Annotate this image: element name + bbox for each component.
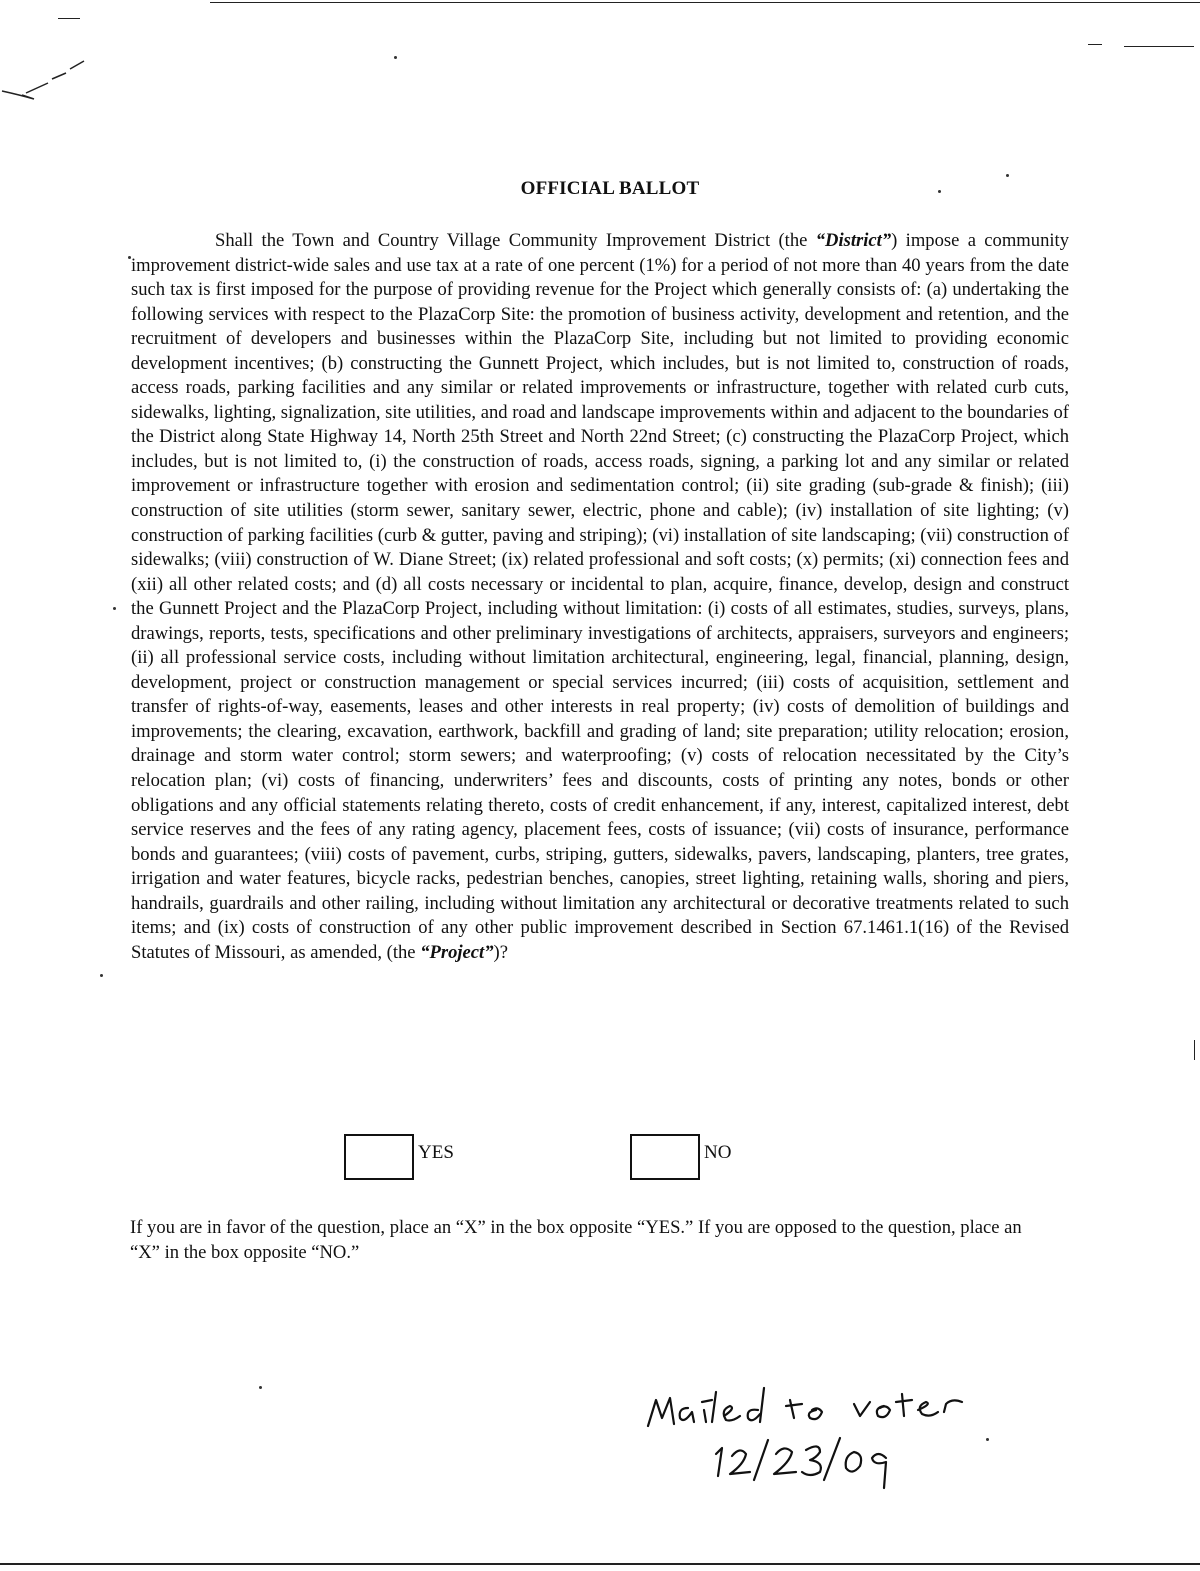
scan-speck xyxy=(113,607,116,610)
scan-speck xyxy=(259,1386,262,1389)
yes-label: YES xyxy=(418,1142,454,1163)
scan-border-bottom xyxy=(0,1563,1200,1565)
handwriting-drawing xyxy=(640,1378,1000,1498)
question-text-part1: Shall the Town and Country Village Community Improvement District (the xyxy=(215,230,816,251)
ballot-question xyxy=(131,229,1069,965)
project-term: “Project” xyxy=(420,941,494,963)
district-term: “District” xyxy=(815,230,892,251)
voting-instructions: If you are in favor of the question, place an “X” in the box opposite “YES.” If you are opposed to the question, place an “X” in the box opposite “NO.” xyxy=(130,1217,1022,1263)
yes-checkbox[interactable] xyxy=(344,1134,414,1180)
scan-mark-topright-1 xyxy=(1088,44,1102,45)
scan-mark-topleft xyxy=(58,18,80,19)
yes-choice xyxy=(344,1134,454,1186)
ballot-title: OFFICIAL BALLOT xyxy=(520,178,700,199)
question-text-part3: )? xyxy=(493,941,508,963)
no-label: NO xyxy=(704,1142,732,1163)
scan-border-top xyxy=(210,2,1200,3)
scan-speck xyxy=(394,56,397,59)
no-checkbox[interactable] xyxy=(630,1134,700,1180)
scan-mark-right xyxy=(1194,1040,1195,1060)
scan-speck xyxy=(100,974,103,977)
question-text-part2: ) impose a community improvement district-wide sales and use tax at a rate of one percent (1%) for a period of not more than 40 years from the date such tax is first imposed for the purpose of providing revenue for the Project which generally consists of: (a) undertaking the following services with respect to the PlazaCorp Site: the promotion of business activity, development and retention, and the recruitment of developers and businesses within the PlazaCorp Site, including but not limited to providing economic development incentives; (b) constructing the Gunnett Project, which includes, but is not limited to, construction of roads, access roads, parking facilities and any similar or related improvements or infrastructure, together with related curb cuts, sidewalks, lighting, signalization, site utilities, and road and landscape improvements within and adjacent to the boundaries of the District along State Highway 14, North 25th Street and North 22nd Street; (c) constructing the PlazaCorp Project, which includes, but is not limited to, (i) the construction of roads, access roads, signing, a parking lot and any similar or related improvement or infrastructure together with erosion and sedimentation control; (ii) site grading (sub-grade & finish); (iii) construction of site utilities (storm sewer, sanitary sewer, electric, phone and cable); (iv) installation of site lighting; (v) construction of parking facilities (curb & gutter, paving and striping); (vi) installation of site landscaping; (vii) construction of sidewalks; (viii) construction of W. Diane Street; (ix) related professional and soft costs; (x) permits; (xi) connection fees and (xii) all other related costs; and (d) all costs necessary or incidental to plan, acquire, finance, develop, design and construct the Gunnett Project and the PlazaCorp Project, including without limitation: (i) costs of all estimates, studies, surveys, plans, drawings, reports, tests, specifications and other preliminary investigations of architects, appraisers, surveyors and engineers; (ii) all professional service costs, including without limitation architectural, engineering, legal, financial, planning, design, development, project or construction management or special services incurred; (iii) costs of acquisition, settlement and transfer of rights-of-way, easements, leases and other interests in real property; (iv) costs of demolition of buildings and improvements; the clearing, excavation, earthwork, backfill and grading of land; site preparation; utility relocation; erosion, drainage and storm water control; storm sewers; and waterproofing; (v) costs of relocation necessitated by the City’s relocation plan; (vi) costs of financing, underwriters’ fees and discounts, costs of printing any notes, bonds or other obligations and any official statements relating thereto, costs of credit enhancement, if any, interest, capitalized interest, debt service reserves and the fees of any rating agency, placement fees, costs of issuance; (vii) costs of insurance, performance bonds and guarantees; (viii) costs of pavement, curbs, striping, gutters, sidewalks, pavers, landscaping, planters, tree grates, irrigation and water features, bicycle racks, pedestrian benches, canopies, street lighting, retaining walls, shoring and piers, handrails, guardrails and other railing, including without limitation any architectural or decorative treatments related to such items; and (ix) costs of construction of any other public improvement described in Section 67.1461.1(16) of the Revised Statutes of Missouri, as amended, (the xyxy=(131,230,1070,963)
handwritten-annotation xyxy=(640,1378,1000,1498)
scan-mark-topright-2 xyxy=(1124,46,1194,47)
pen-mark xyxy=(0,55,100,115)
scan-speck xyxy=(1006,174,1009,177)
no-choice xyxy=(630,1134,731,1186)
